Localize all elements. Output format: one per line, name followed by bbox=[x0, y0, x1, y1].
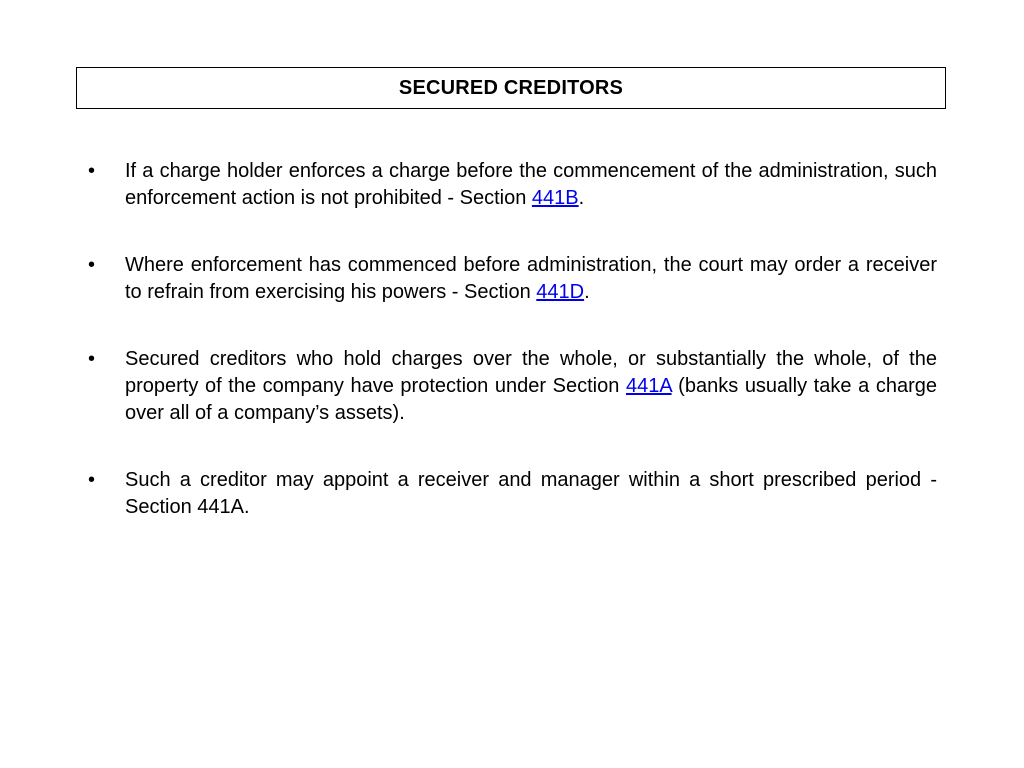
section-441a-link[interactable]: 441A bbox=[625, 375, 672, 397]
bullet-icon: • bbox=[88, 254, 96, 276]
bullet-item-4 bbox=[88, 467, 937, 521]
section-441b-link[interactable]: 441B bbox=[531, 187, 579, 209]
bullet-text: Secured creditors who hold charges over the whole, or substantially the whole, of the property of the company have protection under Section bbox=[125, 348, 937, 397]
bullet-text: If a charge holder enforces a charge before the commencement of the administration, such enforcement action is not prohibited - Section bbox=[125, 160, 937, 209]
bullet-icon: • bbox=[88, 348, 96, 370]
section-441d-link[interactable]: 441D bbox=[536, 281, 585, 303]
slide-title: SECURED CREDITORS bbox=[398, 76, 624, 99]
bullet-text: Such a creditor may appoint a receiver and manager within a short prescribed period - Section 441A. bbox=[125, 469, 937, 518]
bullet-icon: • bbox=[88, 469, 96, 491]
bullet-item-3 bbox=[88, 346, 937, 427]
bullet-text-end: (banks usually take a charge over all of a company’s assets). bbox=[125, 375, 937, 424]
bullet-text: Where enforcement has commenced before administration, the court may order a receiver to refrain from exercising his powers - Section bbox=[125, 254, 937, 303]
bullet-item-2 bbox=[88, 252, 937, 306]
bullet-text-end: . bbox=[578, 187, 585, 209]
bullet-icon: • bbox=[88, 160, 96, 182]
title-box bbox=[76, 67, 946, 109]
bullet-list bbox=[88, 158, 937, 561]
bullet-text-end: . bbox=[584, 281, 590, 303]
bullet-item-1 bbox=[88, 158, 937, 212]
